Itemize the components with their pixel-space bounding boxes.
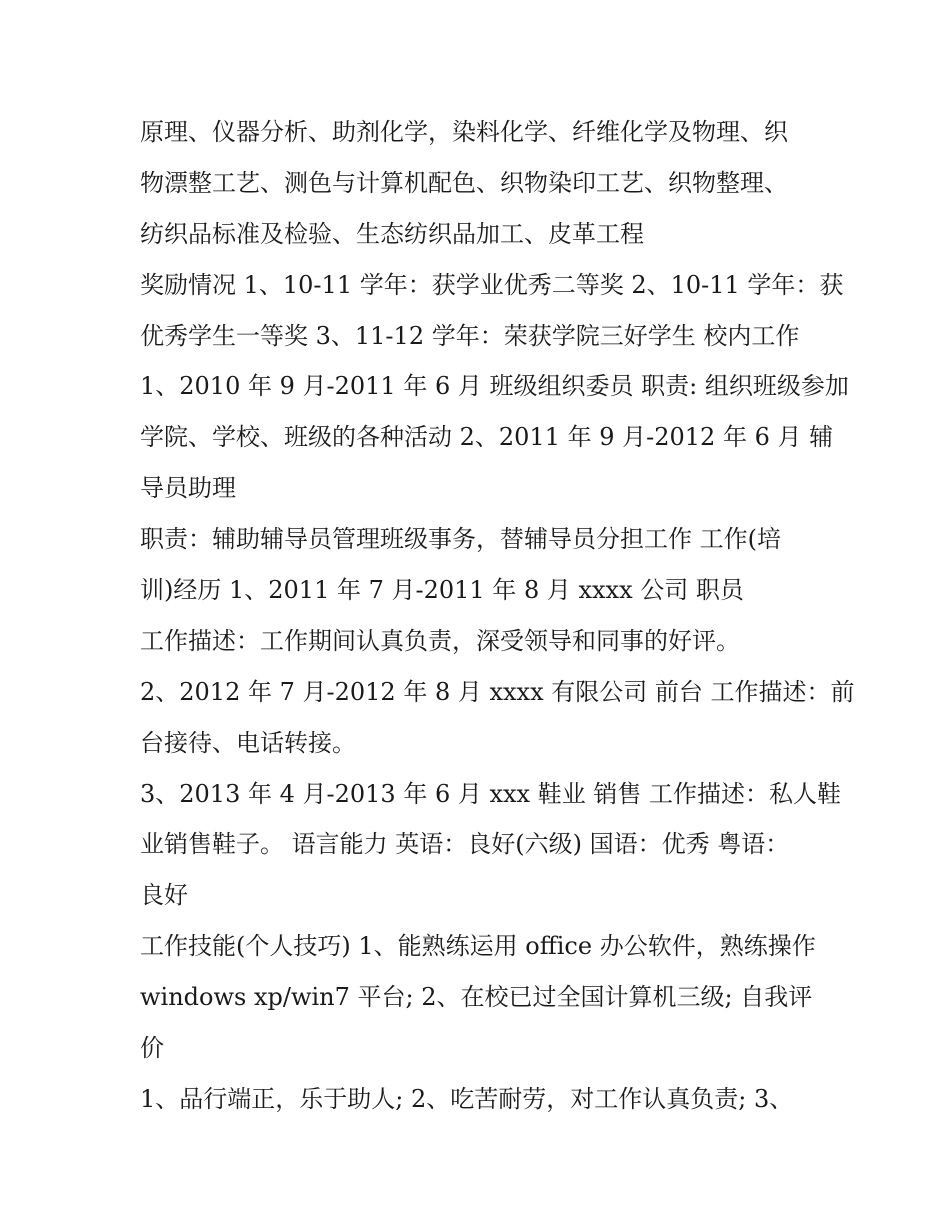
text-line-7: 学院、学校、班级的各种活动 2、2011 年 9 月-2012 年 6 月 辅 xyxy=(140,423,834,452)
text-line-4: 奖励情况 1、10-11 学年：获学业优秀二等奖 2、10-11 学年：获 xyxy=(140,270,844,299)
resume-text-body xyxy=(140,107,855,1125)
text-line-3: 纺织品标准及检验、生态纺织品加工、皮革工程 xyxy=(140,219,644,248)
text-line-10: 训)经历 1、2011 年 7 月-2011 年 8 月 xxxx 公司 职员 xyxy=(140,576,744,605)
text-line-16: 良好 xyxy=(140,881,188,910)
text-line-11: 工作描述：工作期间认真负责，深受领导和同事的好评。 xyxy=(140,626,740,655)
text-line-5: 优秀学生一等奖 3、11-12 学年：荣获学院三好学生 校内工作 xyxy=(140,321,800,350)
text-line-19: 价 xyxy=(140,1034,164,1063)
text-line-18: windows xp/win7 平台; 2、在校已过全国计算机三级; 自我评 xyxy=(140,983,813,1012)
text-line-12: 2、2012 年 7 月-2012 年 8 月 xxxx 有限公司 前台 工作描述：前 xyxy=(140,677,855,706)
text-line-13: 台接待、电话转接。 xyxy=(140,728,356,757)
text-line-8: 导员助理 xyxy=(140,474,236,503)
text-line-20: 1、品行端正，乐于助人; 2、吃苦耐劳，对工作认真负责; 3、 xyxy=(140,1084,794,1113)
text-line-1: 原理、仪器分析、助剂化学，染料化学、纤维化学及物理、织 xyxy=(140,118,788,146)
text-line-2: 物漂整工艺、测色与计算机配色、织物染印工艺、织物整理、 xyxy=(140,168,788,197)
text-line-15: 业销售鞋子。 语言能力 英语：良好(六级) 国语：优秀 粤语： xyxy=(140,830,790,859)
text-line-17: 工作技能(个人技巧) 1、能熟练运用 office 办公软件，熟练操作 xyxy=(140,932,816,961)
text-line-14: 3、2013 年 4 月-2013 年 6 月 xxx 鞋业 销售 工作描述：私人鞋 xyxy=(140,779,841,808)
text-line-9: 职责：辅助辅导员管理班级事务，替辅导员分担工作 工作(培 xyxy=(140,525,781,554)
text-line-6: 1、2010 年 9 月-2011 年 6 月 班级组织委员 职责: 组织班级参加 xyxy=(140,372,849,401)
